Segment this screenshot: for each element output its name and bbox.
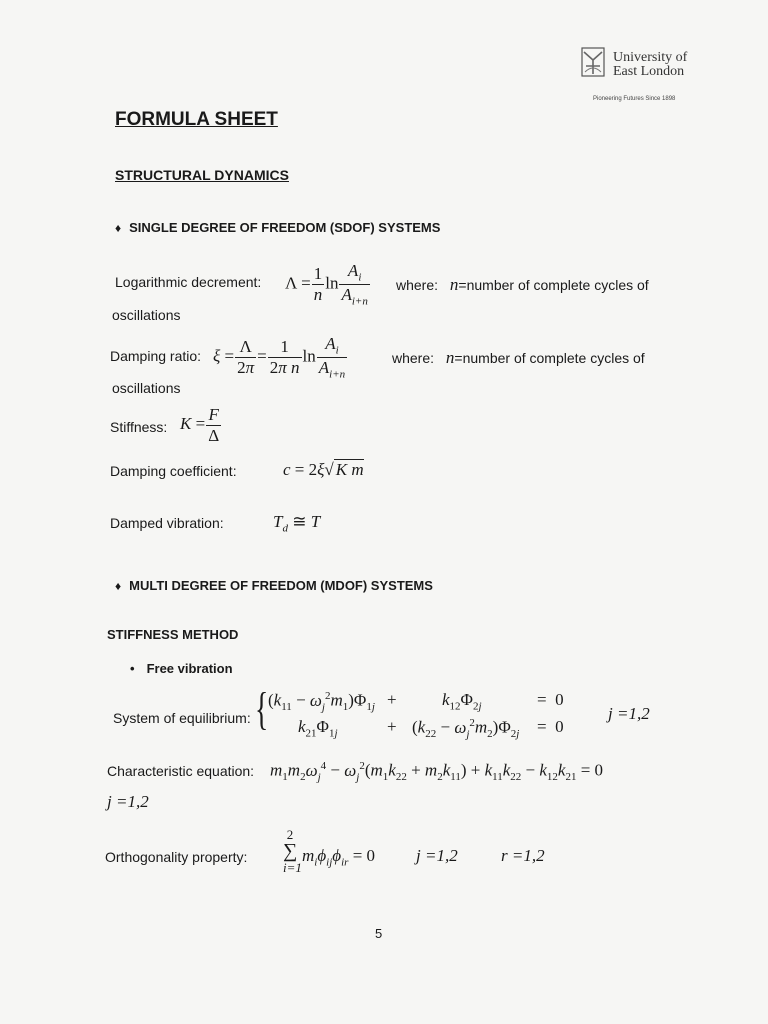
sdof-heading: [115, 220, 440, 235]
equilibrium-row-2-term-2: $(k_{22} - \omega_j^2m_2)\Phi_{2j}$: [412, 717, 520, 741]
orthogonality-r-range: r =1,2: [501, 846, 545, 865]
damping-coefficient-label: Damping coefficient:: [110, 463, 237, 479]
crest-icon: [580, 46, 606, 78]
n-description: =number of complete cycles of: [454, 350, 645, 366]
equilibrium-row-2: $k_{21}\Phi_{1j}$: [298, 717, 338, 740]
equilibrium-j-range: j =1,2: [608, 704, 650, 723]
characteristic-label: Characteristic equation:: [107, 763, 255, 779]
section-title: STRUCTURAL DYNAMICS: [115, 167, 289, 183]
left-brace: {: [255, 683, 269, 734]
university-logo: [580, 46, 710, 86]
characteristic-formula: $m_1m_2\omega_j^4 - \omega_j^2(m_1k_{22} + m_2k_{11}) + k_{11}k_{22} - k_{12}k_{21} = 0$: [270, 760, 604, 784]
log-decrement-continuation: oscillations: [112, 307, 181, 323]
orthogonality-j-range: j =1,2: [416, 846, 458, 865]
where-label: where:: [396, 277, 439, 293]
free-vibration-text: Free vibration: [146, 661, 233, 676]
sdof-heading-text: SINGLE DEGREE OF FREEDOM (SDOF) SYSTEMS: [129, 220, 441, 235]
damped-vibration-formula: $T_d$ ≅ T: [273, 512, 321, 535]
log-decrement-label: Logarithmic decrement:: [115, 274, 262, 290]
page-number: 5: [375, 926, 383, 941]
characteristic-j-range: j =1,2: [107, 792, 149, 811]
logo-line-2: East London: [613, 64, 685, 79]
orthogonality-formula: 2 ∑ i=1: [283, 827, 302, 875]
mdof-heading-text: MULTI DEGREE OF FREEDOM (MDOF) SYSTEMS: [129, 578, 433, 593]
damping-ratio-where: where: n=number of complete cycles of: [392, 348, 645, 367]
orthogonality-label: Orthogonality property:: [105, 849, 248, 865]
equilibrium-row-1-term-2: $k_{12}\Phi_{2j}$: [442, 690, 482, 713]
equilibrium-label: System of equilibrium:: [113, 710, 251, 726]
stiffness-label: Stiffness:: [110, 419, 168, 435]
damped-vibration-label: Damped vibration:: [110, 515, 224, 531]
stiffness-formula: K = $\frac{F}{\Delta}$: [180, 405, 220, 445]
free-vibration-heading: [130, 661, 233, 676]
damping-ratio-label: Damping ratio:: [110, 348, 202, 364]
orthogonality-sum-body: $m_i\phi_{ij}\phi_{ir} = 0$: [302, 846, 376, 869]
bullet-icon: •: [130, 661, 135, 676]
equilibrium-row-1: $(k_{11} - \omega_j^2m_1)\Phi_{1j}$: [268, 690, 375, 714]
log-decrement-formula: Λ = $\frac{1}{n}$ ln $\frac{A_i}{A_{i+n}}$: [285, 261, 368, 308]
n-description: =number of complete cycles of: [458, 277, 649, 293]
damping-ratio-continuation: oscillations: [112, 380, 181, 396]
mdof-heading: [115, 578, 433, 593]
diamond-bullet-icon: ♦: [115, 221, 122, 235]
damping-ratio-formula: ξ = $\frac{\Lambda}{2\pi}$ = $\frac{1}{\text{2π n}}$ ln $\frac{A_i}{A_{i+n}}$: [213, 334, 346, 381]
damping-coefficient-formula: c = 2ξ√ K m: [283, 460, 364, 479]
where-label: where:: [392, 350, 435, 366]
log-decrement-where: where: n=number of complete cycles of: [396, 275, 649, 294]
logo-line-1: University of: [613, 50, 688, 65]
diamond-bullet-icon: ♦: [115, 579, 122, 593]
stiffness-method-heading: STIFFNESS METHOD: [107, 627, 239, 642]
tagline: Pioneering Futures Since 1898: [593, 96, 676, 102]
page-title: FORMULA SHEET: [115, 109, 278, 130]
